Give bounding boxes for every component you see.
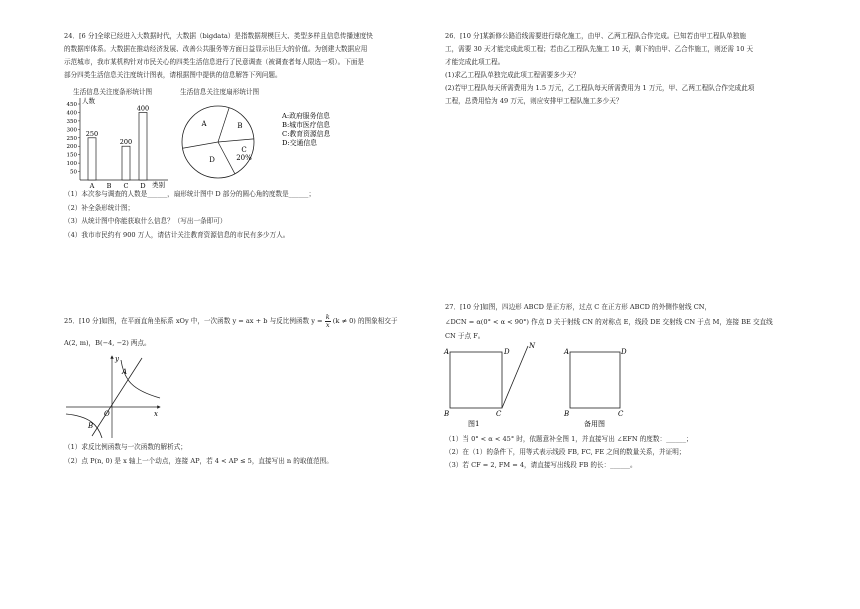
q27-sub-2: （2）在（1）的条件下，用等式表示线段 FB, FC, FE 之间的数量关系，并证明； xyxy=(445,448,686,456)
fig1-label-b: B xyxy=(444,410,450,418)
q25-fraction xyxy=(325,314,331,329)
q27-figure-1 xyxy=(440,340,540,430)
y-axis-label: y xyxy=(115,355,119,363)
pie-slice-label-a: A xyxy=(201,120,207,128)
q24-sub-4: （4）我市市民约有 900 万人，请估计关注教育资源信息的市民有多少万人。 xyxy=(64,230,290,239)
pie-chart xyxy=(178,98,358,188)
bar-y-axis-label: 人数 xyxy=(82,97,95,105)
bar-y-tick-label: 200 xyxy=(66,144,77,151)
bar-data-label: 200 xyxy=(119,138,133,147)
q25-stem-post: (k ≠ 0) 的图象相交于 xyxy=(332,317,398,325)
square-abcd xyxy=(450,352,502,408)
bar-y-tick-label: 350 xyxy=(66,118,77,125)
pie-slice-label-b: B xyxy=(237,122,243,130)
q27-spare-figure xyxy=(562,340,642,432)
bar-x-tick-label: A xyxy=(89,182,95,189)
pie-slice-label-c: C xyxy=(241,146,247,154)
q27-sub-1: （1）当 0° < α < 45° 时，依题意补全图 1，并直接写出 ∠EFN 的度数：______； xyxy=(445,435,693,443)
q25-frac-den: x xyxy=(325,320,330,329)
q24-stem-line: 的数据库体系。大数据在推动经济发展、改善公共服务等方面日益显示出巨大的价值。为创建大数据应用 xyxy=(64,45,368,53)
pie-legend-item: C:教育资源信息 xyxy=(282,130,331,138)
bar-data-label: 250 xyxy=(85,129,99,138)
point-b-label: B xyxy=(88,422,94,430)
bar-chart-title: 生活信息关注度条形统计图 xyxy=(73,88,153,96)
bar-y-tick-label: 300 xyxy=(66,127,77,134)
pie-legend-item: B:城市医疗信息 xyxy=(282,121,331,129)
q24-stem-line: 示范城市，我市某机构针对市民关心的四类生活信息进行了民意调查（被调查者每人限选一项）。下面是 xyxy=(64,58,365,66)
q24-sub-1: （1）本次参与调查的人数是______，扇形统计图中 D 部分的圆心角的度数是______； xyxy=(64,190,316,198)
fig1-label-a: A xyxy=(444,348,450,356)
q25-sub-1: （1）求反比例函数与一次函数的解析式； xyxy=(64,443,187,451)
bar-y-tick-label: 150 xyxy=(66,152,77,159)
q27-sub-3: （3）若 CF = 2, FM = 4，请直接写出线段 FB 的长：______。 xyxy=(445,461,637,469)
q24-stem-line: 24．[6 分]全球已经进入大数据时代，大数据（bigdata）是指数据规模巨大、类型多样且信息传播速度快 xyxy=(64,32,373,40)
q24-stem-line: 部分四类生活信息关注度统计图表，请根据图中提供的信息解答下列问题。 xyxy=(64,71,282,79)
bar-chart xyxy=(60,94,175,189)
bar-y-tick-label: 50 xyxy=(70,169,77,176)
fig1-caption: 图1 xyxy=(468,420,480,428)
fig1-label-n: N xyxy=(529,342,536,350)
hyperbola-branch-1 xyxy=(121,360,160,398)
q25-frac-num: k xyxy=(325,312,330,321)
fig2-label-d: D xyxy=(621,348,627,356)
q27-subquestions xyxy=(445,433,810,472)
q26-line: 工，需要 30 天才能完成此项工程；若由乙工程队先施工 10 天，剩下的由甲、乙合作施工，则还需 10 天 xyxy=(445,45,754,53)
fig2-caption: 备用图 xyxy=(584,420,605,428)
q26-line: (2)若甲工程队每天所需费用为 1.5 万元，乙工程队每天所需费用为 1 万元，甲、乙两工程队合作完成此项 xyxy=(445,84,755,92)
left-column xyxy=(64,30,419,82)
question-27 xyxy=(445,300,810,344)
origin-label: O xyxy=(104,410,110,418)
fig1-label-c: C xyxy=(496,410,502,418)
q26-line: (1)求乙工程队单独完成此项工程需要多少天？ xyxy=(445,71,580,79)
q25-stem-pre: 25．[10 分]如图，在平面直角坐标系 xOy 中，一次函数 y = ax + b 与反比例函数 y = xyxy=(64,317,323,325)
q26-line: 工程，总费用恰为 49 万元，则应安排甲工程队施工多少天？ xyxy=(445,97,623,105)
q25-sub-2: （2）点 P(n, 0) 是 x 轴上一个动点，连接 AP，若 4 < AP ≤ 5，直接写出 n 的取值范围。 xyxy=(64,457,333,465)
q25-graph xyxy=(64,352,174,440)
question-25 xyxy=(64,313,419,351)
q26-line: 26．[10 分]某新修公路沿线需要进行绿化施工，由甲、乙两工程队合作完成。已知若由甲工程队单独施 xyxy=(445,32,746,40)
bar-y-tick-label: 450 xyxy=(66,102,77,108)
bar-x-tick-label: C xyxy=(123,182,129,189)
point-a-label: A xyxy=(122,368,128,376)
pie-slice-percent-c: 20% xyxy=(236,154,252,162)
q25-stem-line-2: A(2, m)，B(−4, −2) 两点。 xyxy=(64,339,151,347)
q27-line: CN 于点 F。 xyxy=(445,332,485,340)
spare-square xyxy=(570,352,620,408)
fig1-label-d: D xyxy=(504,348,510,356)
q25-subquestions xyxy=(64,440,419,468)
question-24 xyxy=(64,30,419,82)
q27-line: 27．[10 分]如图，四边形 ABCD 是正方形，过点 C 在正方形 ABCD 的外侧作射线 CN， xyxy=(445,303,712,311)
pie-chart-title: 生活信息关注度扇形统计图 xyxy=(180,88,260,96)
bar-y-tick-label: 250 xyxy=(66,135,77,142)
fig2-label-a: A xyxy=(564,348,570,356)
bar-x-axis-label: 类别 xyxy=(152,181,165,189)
bar-data-label: 400 xyxy=(136,104,150,113)
pie-legend-item: D:交通信息 xyxy=(282,139,317,147)
fig2-label-b: B xyxy=(564,410,570,418)
pie-slice-label-d: D xyxy=(209,156,215,164)
bar-x-tick-label: D xyxy=(140,182,146,189)
q27-line: ∠DCN = α(0° < α < 90°) 作点 D 关于射线 CN 的对称点 E，线段 DE 交射线 CN 于点 M，连接 BE 交直线 xyxy=(445,317,773,326)
bar-y-tick-label: 400 xyxy=(66,110,77,117)
hyperbola-branch-2 xyxy=(66,414,102,438)
bar-D xyxy=(139,112,147,180)
q24-subquestions xyxy=(64,188,419,242)
pie-legend-item: A:政府服务信息 xyxy=(282,112,330,120)
fig2-label-c: C xyxy=(618,410,624,418)
q26-line: 才能完成此项工程。 xyxy=(445,58,505,66)
bar-C xyxy=(122,146,130,180)
q24-sub-2: （2）补全条形统计图； xyxy=(64,203,135,212)
q24-sub-3: （3）从统计图中你能获取什么信息？（写出一条即可） xyxy=(64,217,227,225)
q25-stem-line-1 xyxy=(64,313,419,329)
x-axis-label: x xyxy=(154,410,158,418)
bar-x-tick-label: B xyxy=(106,182,112,189)
linear-function-line xyxy=(92,358,142,436)
bar-A xyxy=(88,138,96,180)
question-26 xyxy=(445,30,810,108)
bar-y-tick-label: 100 xyxy=(66,161,77,168)
